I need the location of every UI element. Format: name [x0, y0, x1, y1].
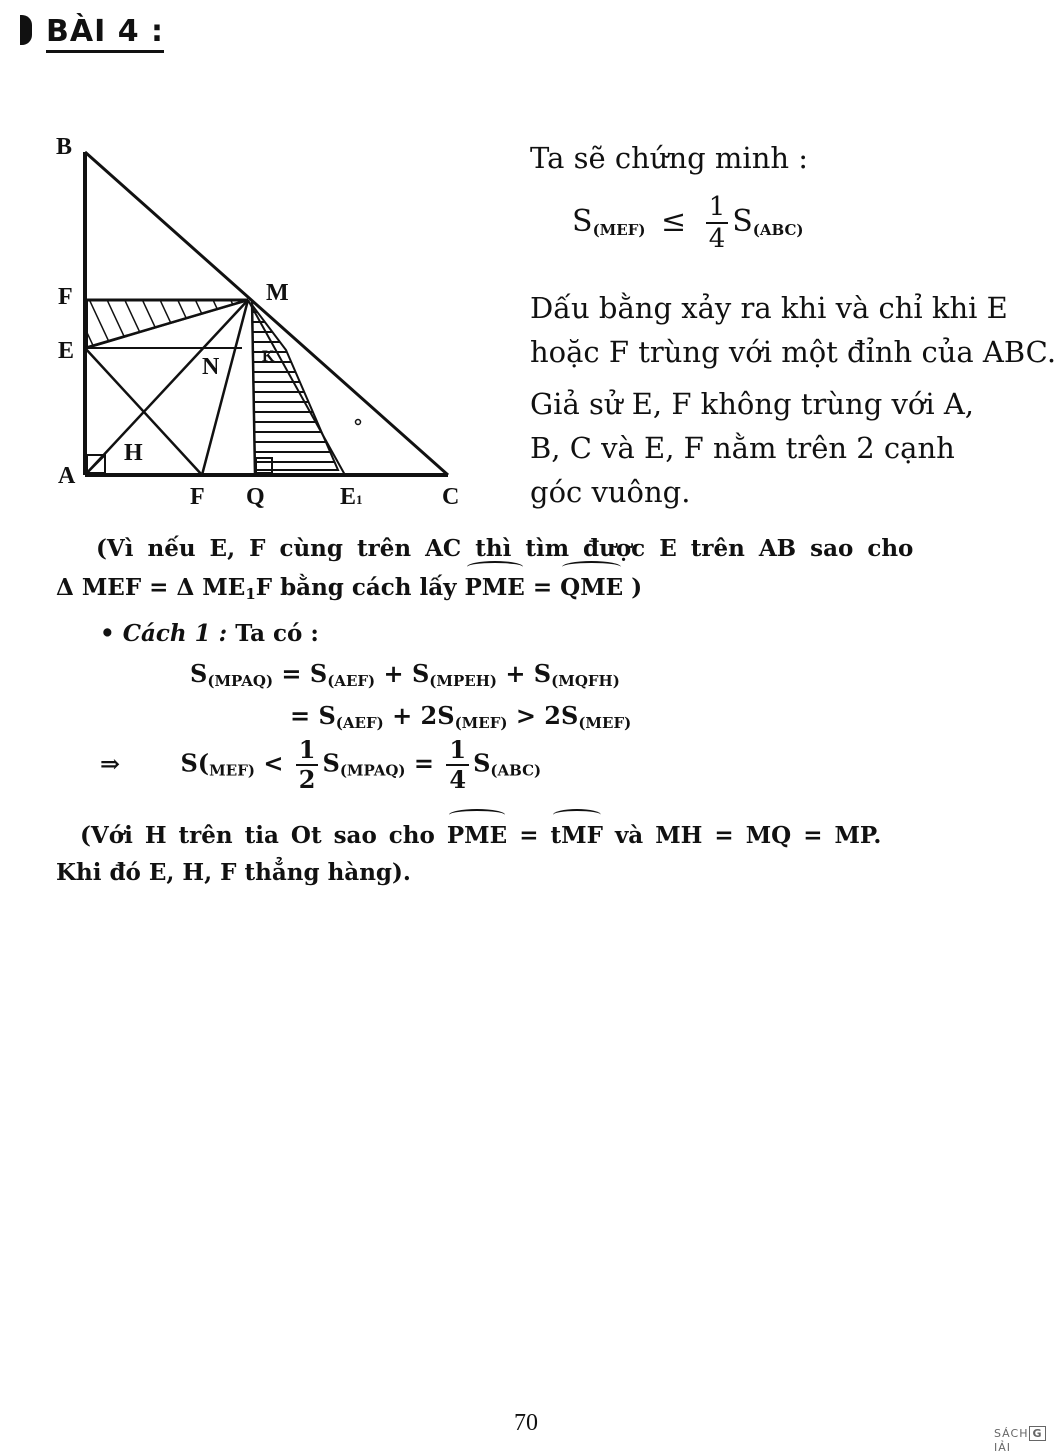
label-e: E	[58, 338, 75, 364]
label-a: A	[58, 463, 76, 489]
label-h: H	[124, 440, 143, 466]
formula-line-2: = $S_{(AEF)} + 2S_{(MEF)} > 2S_{(MEF)}$	[290, 701, 632, 732]
assumption-text: Giả sử E, F không trùng với A, B, C và E, F nằm trên 2 cạnh góc vuông.	[530, 387, 974, 509]
exercise-title: BÀI 4 :	[20, 14, 164, 49]
label-n: N	[202, 354, 220, 380]
label-f-bottom: F	[190, 484, 205, 510]
label-m: M	[266, 280, 289, 306]
geometry-figure	[40, 120, 490, 520]
intro-text: Ta sẽ chứng minh :	[530, 141, 809, 175]
publisher-logo: SÁCH GIẢI	[994, 1426, 1062, 1454]
title-marker	[20, 15, 32, 45]
note-paragraph-2: (Với H trên tia Ot sao cho PME = tMF và MH = MQ = MP. Khi đó E, H, F thẳng hàng).	[56, 815, 1046, 891]
note-paragraph-1: (Vì nếu E, F cùng trên AC thì tìm được E trên AB sao cho Δ MEF = Δ $ME_1F$ bằng cách lấy PME = QME )	[56, 530, 1036, 613]
formula-line-1: $S_{(MPAQ)} = S_{(AEF)} + S_{(MPEH)} + S_{(MQFH)}$	[190, 659, 620, 690]
equality-condition: Dấu bằng xảy ra khi và chỉ khi E hoặc F trùng với một đỉnh của ABC.	[530, 291, 1057, 369]
label-e1: E1	[340, 484, 363, 510]
main-inequality: $S_{(MEF)}$ ≤ $\frac{1}{4}$ $S_{(ABC)}$	[572, 192, 804, 254]
method-heading: • Cách 1 : Ta có :	[100, 620, 319, 647]
small-dot	[356, 420, 361, 425]
label-q: Q	[246, 484, 265, 510]
page-number: 70	[514, 1410, 538, 1436]
label-b: B	[56, 134, 73, 160]
label-c: C	[442, 484, 460, 510]
formula-line-3: ⇒ $S(_{MEF)}$ < $\frac{1}{2}$ $S_{(MPAQ)}$ = $\frac{1}{4}$ $S_{(ABC)}$	[100, 735, 542, 794]
label-f-top: F	[58, 284, 73, 310]
label-k: K	[262, 348, 275, 365]
